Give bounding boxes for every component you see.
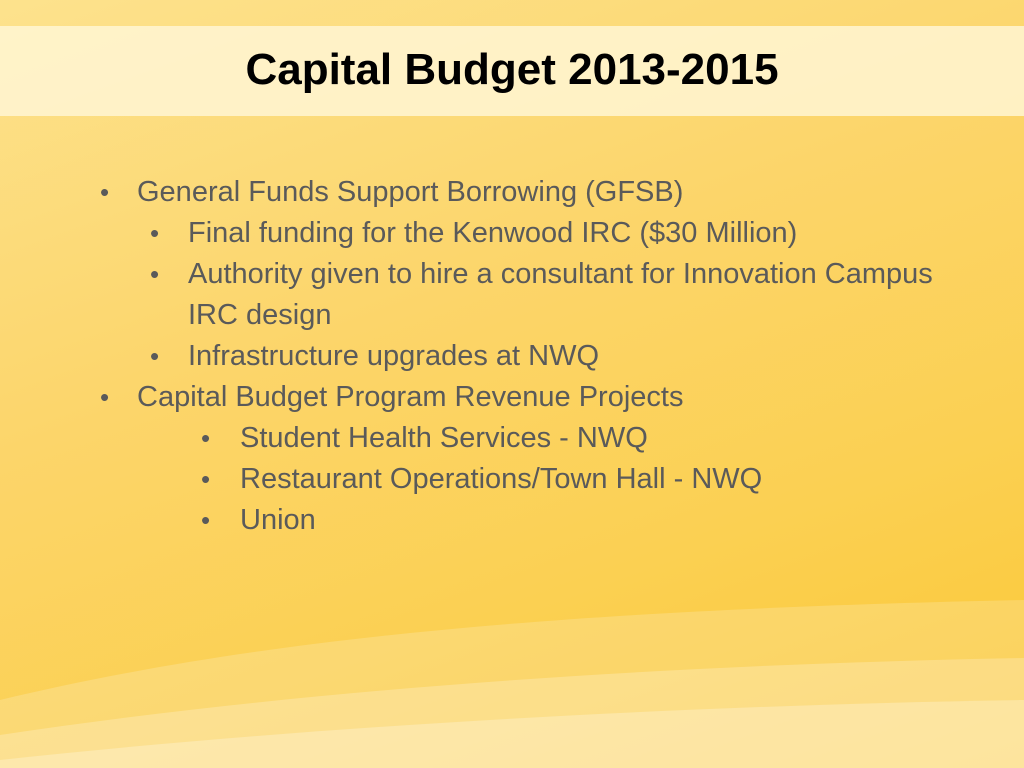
sub-bullet-item — [0, 336, 1024, 377]
bullet-marker: • — [150, 341, 160, 371]
bullet-text: Capital Budget Program Revenue Projects — [137, 381, 684, 413]
bullet-marker: • — [150, 259, 160, 289]
bullet-list — [0, 172, 1024, 541]
bullet-text: Authority given to hire a consultant for Innovation Campus IRC design — [188, 258, 933, 331]
bullet-marker: • — [150, 218, 160, 248]
bullet-item — [0, 172, 1024, 213]
bullet-text: General Funds Support Borrowing (GFSB) — [137, 176, 684, 208]
sub-bullet-item — [0, 500, 1024, 541]
bullet-text: Restaurant Operations/Town Hall - NWQ — [240, 463, 763, 495]
bullet-text: Student Health Services - NWQ — [240, 422, 648, 454]
sub-bullet-item — [0, 254, 1024, 336]
bullet-text: Infrastructure upgrades at NWQ — [188, 340, 599, 372]
sub-bullet-item — [0, 418, 1024, 459]
slide-title: Capital Budget 2013-2015 — [245, 45, 779, 94]
bullet-marker: • — [100, 382, 110, 412]
bullet-marker: • — [201, 505, 211, 535]
bullet-marker: • — [100, 177, 110, 207]
bullet-item — [0, 377, 1024, 418]
bullet-text: Final funding for the Kenwood IRC ($30 Million) — [188, 217, 798, 249]
bullet-marker: • — [201, 423, 211, 453]
bullet-marker: • — [201, 464, 211, 494]
sub-bullet-item — [0, 213, 1024, 254]
bullet-text: Union — [240, 504, 316, 536]
sub-bullet-item — [0, 459, 1024, 500]
